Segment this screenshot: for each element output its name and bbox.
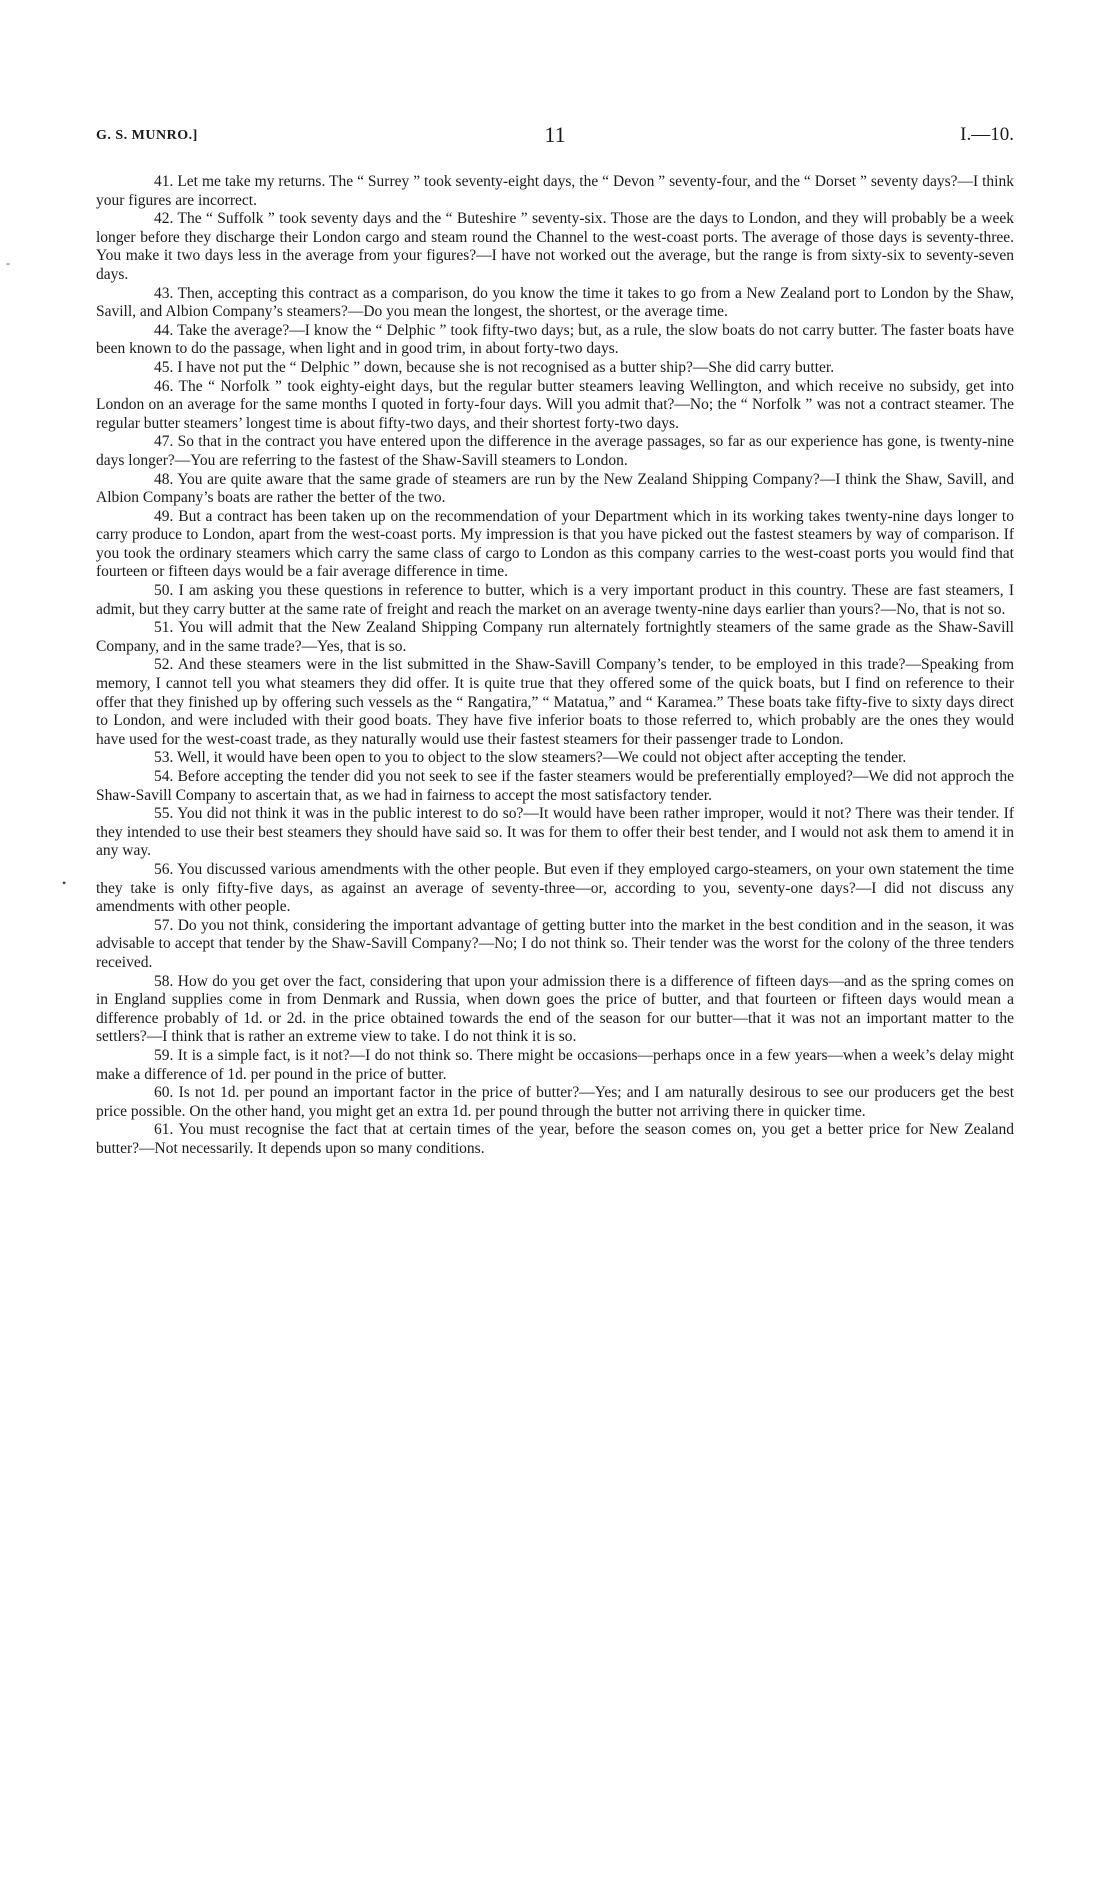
paragraph-58: 58. How do you get over the fact, considering that upon your admission there is a difference of fifteen days—and as the spring comes on in England supplies come in from Denmark and Russia, when down goes the price of butter, and that fourteen or fifteen days would mean a difference probably of 1d. or 2d. in the price obtained towards the end of the season for our butter—that it was not an important matter to the settlers?—I think that is rather an extreme view to take. I do not think it is so. (96, 972, 1014, 1046)
paragraph-57: 57. Do you not think, considering the important advantage of getting butter into the market in the best condition and in the season, it was advisable to accept that tender by the Shaw-Savill Company?—No; I do not think so. Their tender was the worst for the colony of the three tenders received. (96, 916, 1014, 971)
paragraph-54: 54. Before accepting the tender did you not seek to see if the faster steamers would be preferentially employed?—We did not approch the Shaw-Savill Company to ascertain that, as we had in fairness to accept the most satisfactory tender. (96, 768, 1014, 804)
paragraph-46: 46. The “ Norfolk ” took eighty-eight days, but the regular butter steamers leaving Wellington, and which receive no subsidy, get into London on an average for the same months I quoted in forty-four days. Will you admit that?—No; the “ Norfolk ” was not a contract steamer. The regular butter steamers’ longest time is about fifty-two days, and their shortest forty-two days. (96, 377, 1014, 432)
margin-dot-mark: • (62, 876, 67, 890)
paragraph-48: 48. You are quite aware that the same grade of steamers are run by the New Zealand Shipping Company?—I think the Shaw, Savill, and Albion Company’s boats are rather the better of the two. (96, 470, 1014, 507)
paragraph-49: 49. But a contract has been taken up on the recommendation of your Department which in its working takes twenty-nine days longer to carry produce to London, apart from the west-coast ports. My impression is that you have picked out the fastest steamers by way of comparison. If you took the ordinary steamers which carry the same class of cargo to London as this company carries to the west-coast ports you would find that fourteen or fifteen days would be a fair average difference in time. (96, 507, 1014, 581)
paragraph-52: 52. And these steamers were in the list submitted in the Shaw-Savill Company’s tender, to be employed in this trade?—Speaking from memory, I cannot tell you what steamers they did offer. It is quite true that they offered some of the quick boats, but I find on reference to their offer that they finished up by offering such vessels as the “ Rangatira,” “ Matatua,” and “ Karamea.” These boats take fifty-five to sixty days direct to London, and were included with their good boats. They have five inferior boats to those referred to, which probably are the ones they would have used for the west-coast trade, as they naturally would use their fastest steamers for their passenger trade to London. (96, 656, 1014, 748)
paragraph-53: 53. Well, it would have been open to you to object to the slow steamers?—We could not object after accepting the tender. (154, 749, 907, 767)
paragraph-50: 50. I am asking you these questions in reference to butter, which is a very important product in this country. These are fast steamers, I admit, but they carry butter at the same rate of freight and reach the market on an average twenty-nine days earlier than yours?—No, that is not so. (96, 582, 1014, 618)
testimony-body (96, 173, 1014, 1158)
header-witness-name: G. S. MUNRO.] (96, 128, 198, 143)
paragraph-41: 41. Let me take my returns. The “ Surrey ” took seventy-eight days, the “ Devon ” seventy-four, and the “ Dorset ” seventy days?—I think your figures are incorrect. (96, 173, 1014, 209)
paragraph-47: 47. So that in the contract you have entered upon the difference in the average passages, so far as our experience has gone, is twenty-nine days longer?—You are referring to the fastest of the Shaw-Savill steamers to London. (96, 433, 1014, 469)
header-page-number: 11 (544, 122, 566, 147)
paragraph-61: 61. You must recognise the fact that at certain times of the year, before the season comes on, you get a better price for New Zealand butter?—Not necessarily. It depends upon so many conditions. (96, 1121, 1014, 1157)
paragraph-59: 59. It is a simple fact, is it not?—I do not think so. There might be occasions—perhaps once in a few years—when a week’s delay might make a difference of 1d. per pound in the price of butter. (96, 1046, 1014, 1083)
margin-tick-mark: - (6, 256, 10, 270)
header-reference: I.—10. (960, 124, 1014, 145)
page-header (96, 122, 1014, 150)
paragraph-51: 51. You will admit that the New Zealand Shipping Company run alternately fortnightly steamers of the same grade as the Shaw-Savill Company, and in the same trade?—Yes, that is so. (96, 619, 1014, 655)
paragraph-42: 42. The “ Suffolk ” took seventy days and the “ Buteshire ” seventy-six. Those are the days to London, and they will probably be a week longer before they discharge their London cargo and steam round the Channel to the west-coast ports. The average of those days is seventy-three. You make it two days less in the average from your figures?—I have not worked out the average, but the range is from sixty-six to seventy-seven days. (96, 210, 1014, 283)
paragraph-45: 45. I have not put the “ Delphic ” down, because she is not recognised as a butter ship?—She did carry butter. (154, 358, 835, 376)
paragraph-43: 43. Then, accepting this contract as a comparison, do you know the time it takes to go from a New Zealand port to London by the Shaw, Savill, and Albion Company’s steamers?—Do you mean the longest, the shortest, or the average time. (96, 284, 1014, 321)
paragraph-44: 44. Take the average?—I know the “ Delphic ” took fifty-two days; but, as a rule, the slow boats do not carry butter. The faster boats have been known to do the passage, when light and in good trim, in about forty-two days. (96, 321, 1014, 358)
paragraph-55: 55. You did not think it was in the public interest to do so?—It would have been rather improper, would it not? There was their tender. If they intended to use their best steamers they should have said so. It was for them to offer their best tender, and I would not ask them to amend it in any way. (96, 805, 1014, 860)
paragraph-56: 56. You discussed various amendments with the other people. But even if they employed cargo-steamers, on your own statement the time they take is only fifty-five days, as against an average of seventy-three—or, according to you, seventy-one days?—I did not discuss any amendments with other people. (96, 860, 1014, 916)
paragraph-60: 60. Is not 1d. per pound an important factor in the price of butter?—Yes; and I am naturally desirous to see our producers get the best price possible. On the other hand, you might get an extra 1d. per pound through the butter not arriving there in quicker time. (96, 1084, 1014, 1120)
